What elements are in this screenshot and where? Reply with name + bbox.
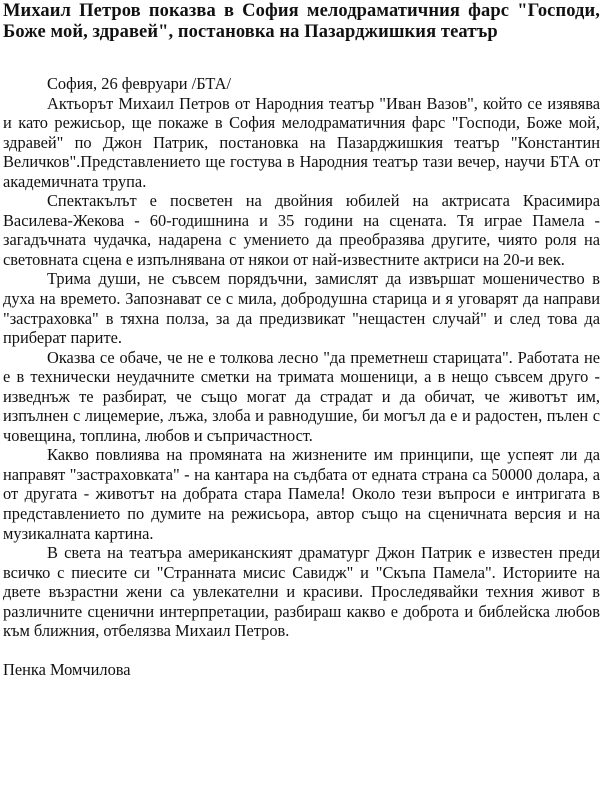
article-author: Пенка Момчилова (3, 660, 131, 680)
document-page (3, 0, 600, 680)
article-body (3, 74, 600, 680)
article-paragraph: Спектакълът е посветен на двойния юбилей на актрисата Красимира Василева-Жекова - 60-годишнина и 35 години на сцената. Тя играе Памела - загадъчната чудачка, надарена с умението да преобразява другите, чиято роля на световната сцена е изпълнявана от някои от най-известните актриси на 20-и век. (3, 191, 600, 269)
article-dateline: София, 26 февруари /БТА/ (47, 74, 232, 93)
article-paragraph: Трима души, не съвсем порядъчни, замислят да извършат мошеничество в духа на времето. Запознават се с мила, добродушна старица и я уговарят да направи "застраховка" в тяхна полза, за да предизвикат "нещастен случай" и след това да приберат парите. (3, 269, 600, 348)
article-paragraph: Оказва се обаче, че не е толкова лесно "да преметнеш старицата". Работата не е в технически неудачните сметки на тримата мошеници, а в нещо съвсем друго - изведнъж те разбират, че също могат да страдат и да обичат, че животът им, изпълнен с лицемерие, лъжа, злоба и равнодушие, би могъл да е и радостен, пълен с човещина, топлина, любов и съпричастност. (3, 347, 600, 445)
article-paragraph: Актьорът Михаил Петров от Народния театър "Иван Вазов", който се изявява и като режисьор, ще покаже в София мелодраматичния фарс "Господи, Боже мой, здравей" по Джон Патрик, постановка на Пазарджишкия театър "Константин Величков".Представлението ще гостува в Народния театър тази вечер, научи БТА от академичната трупа. (3, 93, 600, 191)
article-headline: Михаил Петров показва в София мелодраматичния фарс "Господи, Боже мой, здравей", постановка на Пазарджишкия театър (3, 1, 600, 42)
article-paragraph: В света на театъра американският драматург Джон Патрик е известен преди всичко с пиесите си "Странната мисис Савидж" и "Скъпа Памела". Историите на двете възрастни жени са увлекателни и красиви. Проследявайки техния живот в различните сценични интерпретации, разбираш какво е доброта и библейска любов към ближния, отбелязва Михаил Петров. (3, 543, 600, 641)
article-paragraph: Какво повлиява на промяната на жизнените им принципи, ще успеят ли да направят "застраховката" - на кантара на съдбата от едната страна са 50000 долара, а от другата - животът на добрата стара Памела! Около тези въпроси е интригата в представлението по думите на режисьора, автор също на сценичната версия и на музикалната картина. (3, 445, 600, 543)
